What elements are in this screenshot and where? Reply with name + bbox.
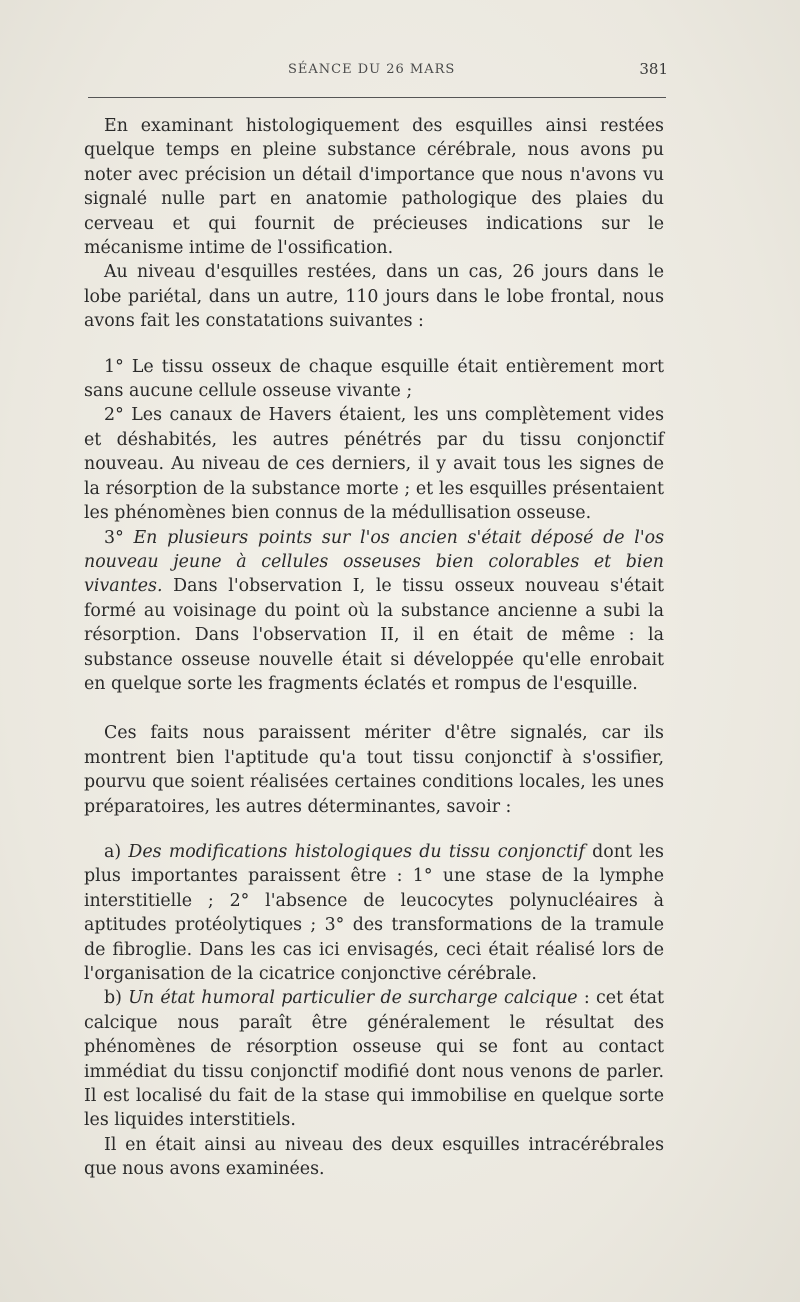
paragraph: 2° Les canaux de Havers étaient, les uns complètement vides et déshabités, les autres pénétrés par du tissu conjonctif nouveau. Au niveau de ces derniers, il y avait tous les signes de la résorption de la substance morte ; et les esquilles présentaient les phénomènes bien connus de la médullisation osseuse. xyxy=(84,405,664,524)
italic-phrase: En plusieurs points sur l'os ancien s'était déposé de l'os nouveau jeune à cellules osseuses bien colorables et bien vivantes. xyxy=(84,527,664,597)
paragraph: Ces faits nous paraissent mériter d'être signalés, car ils montrent bien l'aptitude qu'a tout tissu conjonctif à s'ossifier, pourvu que soient réalisées certaines conditions locales, les unes préparatoires, les autres déterminantes, savoir : xyxy=(84,723,664,817)
paragraph: En examinant histologiquement des esquilles ainsi restées quelque temps en pleine substance cérébrale, nous avons pu noter avec précision un détail d'importance que nous n'avons vu signalé nulle part en anatomie pathologique des plaies du cerveau et qui fournit de précieuses indications sur le mécanisme intime de l'ossification. xyxy=(84,116,664,259)
page-header xyxy=(88,58,668,84)
paragraph-rest: : cet état calcique nous paraît être généralement le résultat des phénomènes de résorption osseuse qui se font au contact immédiat du tissu conjonctif modifié dont nous venons de parler. Il est localisé du fait de la stase qui immobilise en quelque sorte les liquides interstitiels. xyxy=(84,988,664,1131)
paragraph xyxy=(84,526,664,697)
paragraph-rest: dont les plus importantes paraissent être : 1° une stase de la lymphe interstitielle ; 2° l'absence de leucocytes polynucléaires à aptitudes protéolytiques ; 3° des transformations de la tramule de fibroglie. Dans les cas ici envisagés, ceci était réalisé lors de l'organisation de la cicatrice conjonctive cérébrale. xyxy=(84,841,664,984)
spacer xyxy=(84,819,664,840)
page-number: 381 xyxy=(639,60,668,78)
paragraph-prefix: b) xyxy=(104,988,129,1009)
italic-phrase: Un état humoral particulier de surcharge calcique xyxy=(128,988,578,1009)
paragraph xyxy=(84,840,664,986)
paragraph: Au niveau d'esquilles restées, dans un cas, 26 jours dans le lobe pariétal, dans un autre, 110 jours dans le lobe frontal, nous avons fait les constatations suivantes : xyxy=(84,262,664,332)
paragraph-prefix: a) xyxy=(104,841,129,862)
spacer xyxy=(84,334,664,355)
paragraph-rest: Dans l'observation I, le tissu osseux nouveau s'était formé au voisinage du point où la substance ancienne a subi la résorption. Dans l'observation II, il en était de même : la substance osseuse nouvelle était si développée qu'elle enrobait en quelque sorte les fragments éclatés et rompus de l'esquille. xyxy=(84,576,664,694)
italic-phrase: Des modifications histologiques du tissu conjonctif xyxy=(128,841,585,862)
page-body xyxy=(84,114,664,1182)
paragraph-prefix: 3° xyxy=(104,527,134,548)
paragraph xyxy=(84,986,664,1132)
running-title: SÉANCE DU 26 MARS xyxy=(288,62,456,77)
header-rule xyxy=(88,97,666,98)
paragraph: 1° Le tissu osseux de chaque esquille était entièrement mort sans aucune cellule osseuse vivante ; xyxy=(84,356,664,402)
paragraph: Il en était ainsi au niveau des deux esquilles intracérébrales que nous avons examinées. xyxy=(84,1134,664,1180)
spacer xyxy=(84,696,664,721)
